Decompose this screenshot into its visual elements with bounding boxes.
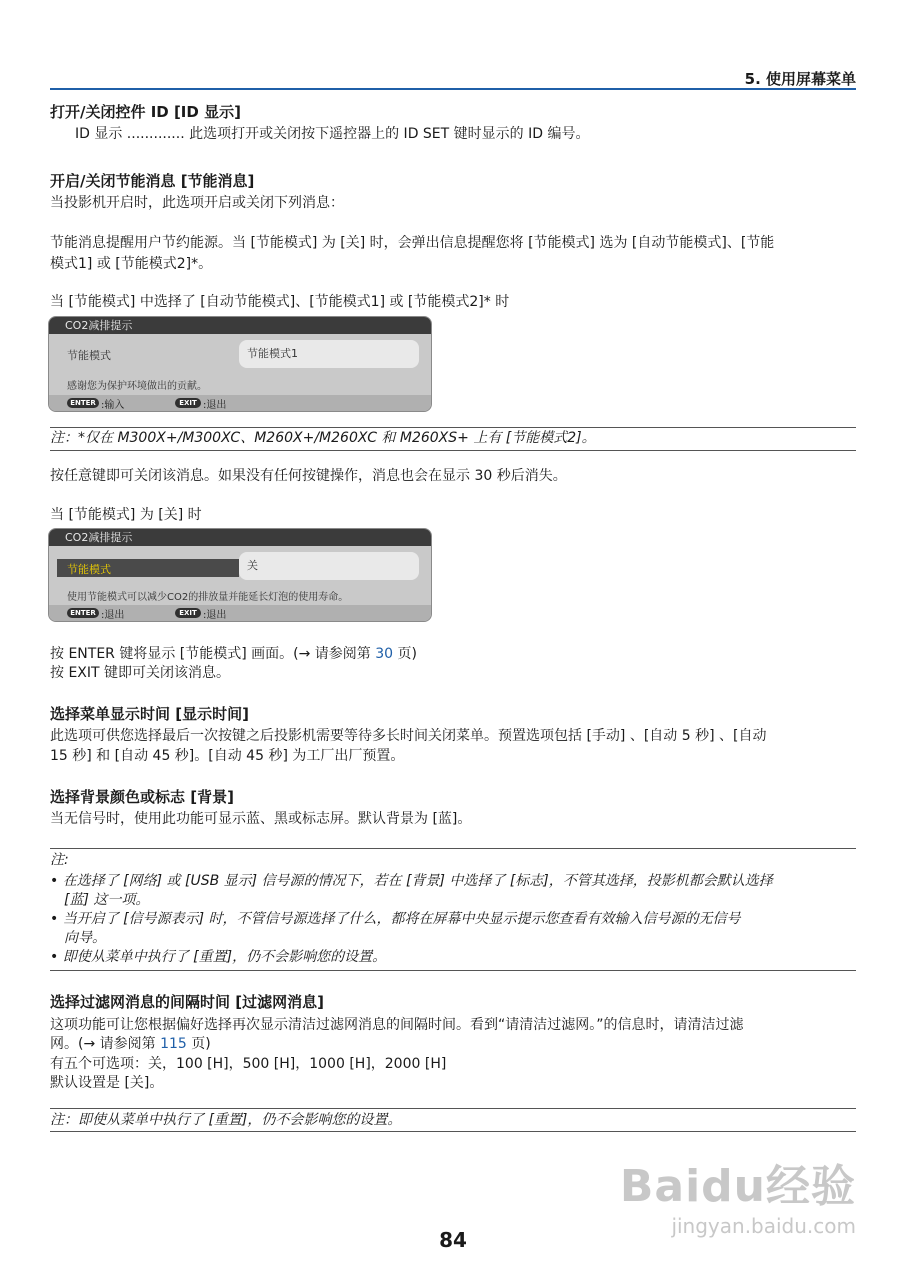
eco-mode2-note: 注：*仅在 M300X+/M300XC、M260X+/M260XC 和 M260XS+ 上有 [节能模式2]。 <box>50 430 596 446</box>
osd-eco-mode-value: 节能模式1 <box>239 340 419 368</box>
filter-note: 注：即使从菜单中执行了 [重置]，仍不会影响您的设置。 <box>50 1112 402 1128</box>
exit-key-desc: 按 EXIT 键即可关闭该消息。 <box>50 665 231 681</box>
note-rule-bottom <box>50 450 856 451</box>
eco-message-desc-line2: 模式1] 或 [节能模式2]*。 <box>50 256 213 272</box>
note-bullet-2-line1: • 当开启了 [信号源表示] 时，不管信号源选择了什么，都将在屏幕中央显示提示您查看有效输入信号源的无信号 <box>50 911 741 927</box>
note-rule-top <box>50 1108 856 1109</box>
note-bullet-2-line2: 向导。 <box>64 930 106 946</box>
eco-osd-panel-1 <box>48 316 432 412</box>
enter-key-icon: ENTER <box>67 608 99 618</box>
chapter-title: 5. 使用屏幕菜单 <box>744 70 856 88</box>
osd-title: CO2减排提示 <box>49 529 431 546</box>
osd-footer <box>49 395 431 411</box>
osd-message: 感谢您为保护环境做出的贡献。 <box>67 381 207 392</box>
enter-key-label: :退出 <box>101 610 125 621</box>
exit-key-label: :退出 <box>203 400 227 411</box>
section-title-eco-message: 开启/关闭节能消息 [节能消息] <box>50 172 255 190</box>
section-title-background: 选择背景颜色或标志 [背景] <box>50 788 234 806</box>
note-bullet-3: • 即使从菜单中执行了 [重置]，仍不会影响您的设置。 <box>50 949 387 965</box>
exit-key-label: :退出 <box>203 610 227 621</box>
filter-desc-text: 网。(→ 请参阅第 <box>50 1036 161 1052</box>
osd-eco-mode-label: 节能模式 <box>67 349 111 362</box>
eco-message-intro: 当投影机开启时，此选项开启或关闭下列消息： <box>50 195 344 211</box>
page-number: 84 <box>439 1228 467 1252</box>
filter-desc-line2 <box>50 1034 211 1055</box>
eco-message-dismiss-desc: 按任意键即可关闭该消息。如果没有任何按键操作，消息也会在显示 30 秒后消失。 <box>50 468 567 484</box>
note-rule-top <box>50 848 856 849</box>
exit-key-icon: EXIT <box>175 608 201 618</box>
filter-options: 有五个可选项：关，100 [H]，500 [H]，1000 [H]，2000 [H] <box>50 1056 447 1072</box>
enter-desc-tail: 页) <box>393 646 418 662</box>
note-rule-bottom <box>50 1131 856 1132</box>
osd-eco-mode-value: 关 <box>239 552 419 580</box>
eco-case2-caption: 当 [节能模式] 为 [关] 时 <box>50 507 202 523</box>
baidu-url: jingyan.baidu.com <box>671 1214 856 1238</box>
display-time-desc-line1: 此选项可供您选择最后一次按键之后投影机需要等待多长时间关闭菜单。预置选项包括 [手动] 、[自动 5 秒] 、[自动 <box>50 728 767 744</box>
eco-message-desc-line1: 节能消息提醒用户节约能源。当 [节能模式] 为 [关] 时，会弹出信息提醒您将 [节能模式] 选为 [自动节能模式]、[节能 <box>50 235 775 251</box>
section-title-display-time: 选择菜单显示时间 [显示时间] <box>50 705 249 723</box>
eco-case1-caption: 当 [节能模式] 中选择了 [自动节能模式]、[节能模式1] 或 [节能模式2]* 时 <box>50 294 510 310</box>
enter-key-desc <box>50 644 417 665</box>
baidu-logo: Baidu经验 <box>619 1161 856 1212</box>
enter-key-label: :输入 <box>101 400 125 411</box>
page-ref-link[interactable]: 115 <box>160 1036 187 1052</box>
note-rule-bottom <box>50 970 856 971</box>
note-bullet-1-line2: [蓝] 这一项。 <box>64 892 150 908</box>
enter-desc-text: 按 ENTER 键将显示 [节能模式] 画面。(→ 请参阅第 <box>50 646 376 662</box>
osd-title: CO2减排提示 <box>49 317 431 334</box>
section-title-filter-message: 选择过滤网消息的间隔时间 [过滤网消息] <box>50 993 324 1011</box>
osd-message: 使用节能模式可以减少CO2的排放量并能延长灯泡的使用寿命。 <box>67 592 349 603</box>
note-bullet-1-line1: • 在选择了 [网络] 或 [USB 显示] 信号源的情况下，若在 [背景] 中选择了 [标志]，不管其选择，投影机都会默认选择 <box>50 873 773 889</box>
eco-osd-panel-2 <box>48 528 432 622</box>
filter-desc-line1: 这项功能可让您根据偏好选择再次显示清洁过滤网消息的间隔时间。看到“请清洁过滤网。”的信息时，请清洁过滤 <box>50 1017 744 1033</box>
filter-default: 默认设置是 [关]。 <box>50 1075 164 1091</box>
osd-eco-mode-label: 节能模式 <box>67 563 111 576</box>
enter-key-icon: ENTER <box>67 398 99 408</box>
filter-desc-tail: 页) <box>186 1036 211 1052</box>
id-display-desc: ID 显示 ............. 此选项打开或关闭按下遥控器上的 ID SET 键时显示的 ID 编号。 <box>75 126 590 142</box>
exit-key-icon: EXIT <box>175 398 201 408</box>
display-time-desc-line2: 15 秒] 和 [自动 45 秒]。[自动 45 秒] 为工厂出厂预置。 <box>50 748 405 764</box>
osd-footer <box>49 605 431 621</box>
page-ref-link[interactable]: 30 <box>375 646 394 662</box>
background-desc: 当无信号时，使用此功能可显示蓝、黑或标志屏。默认背景为 [蓝]。 <box>50 811 472 827</box>
header-rule <box>50 88 856 90</box>
note-heading: 注: <box>50 852 69 868</box>
baidu-watermark <box>620 1150 856 1238</box>
section-title-id-display: 打开/关闭控件 ID [ID 显示] <box>50 103 241 121</box>
